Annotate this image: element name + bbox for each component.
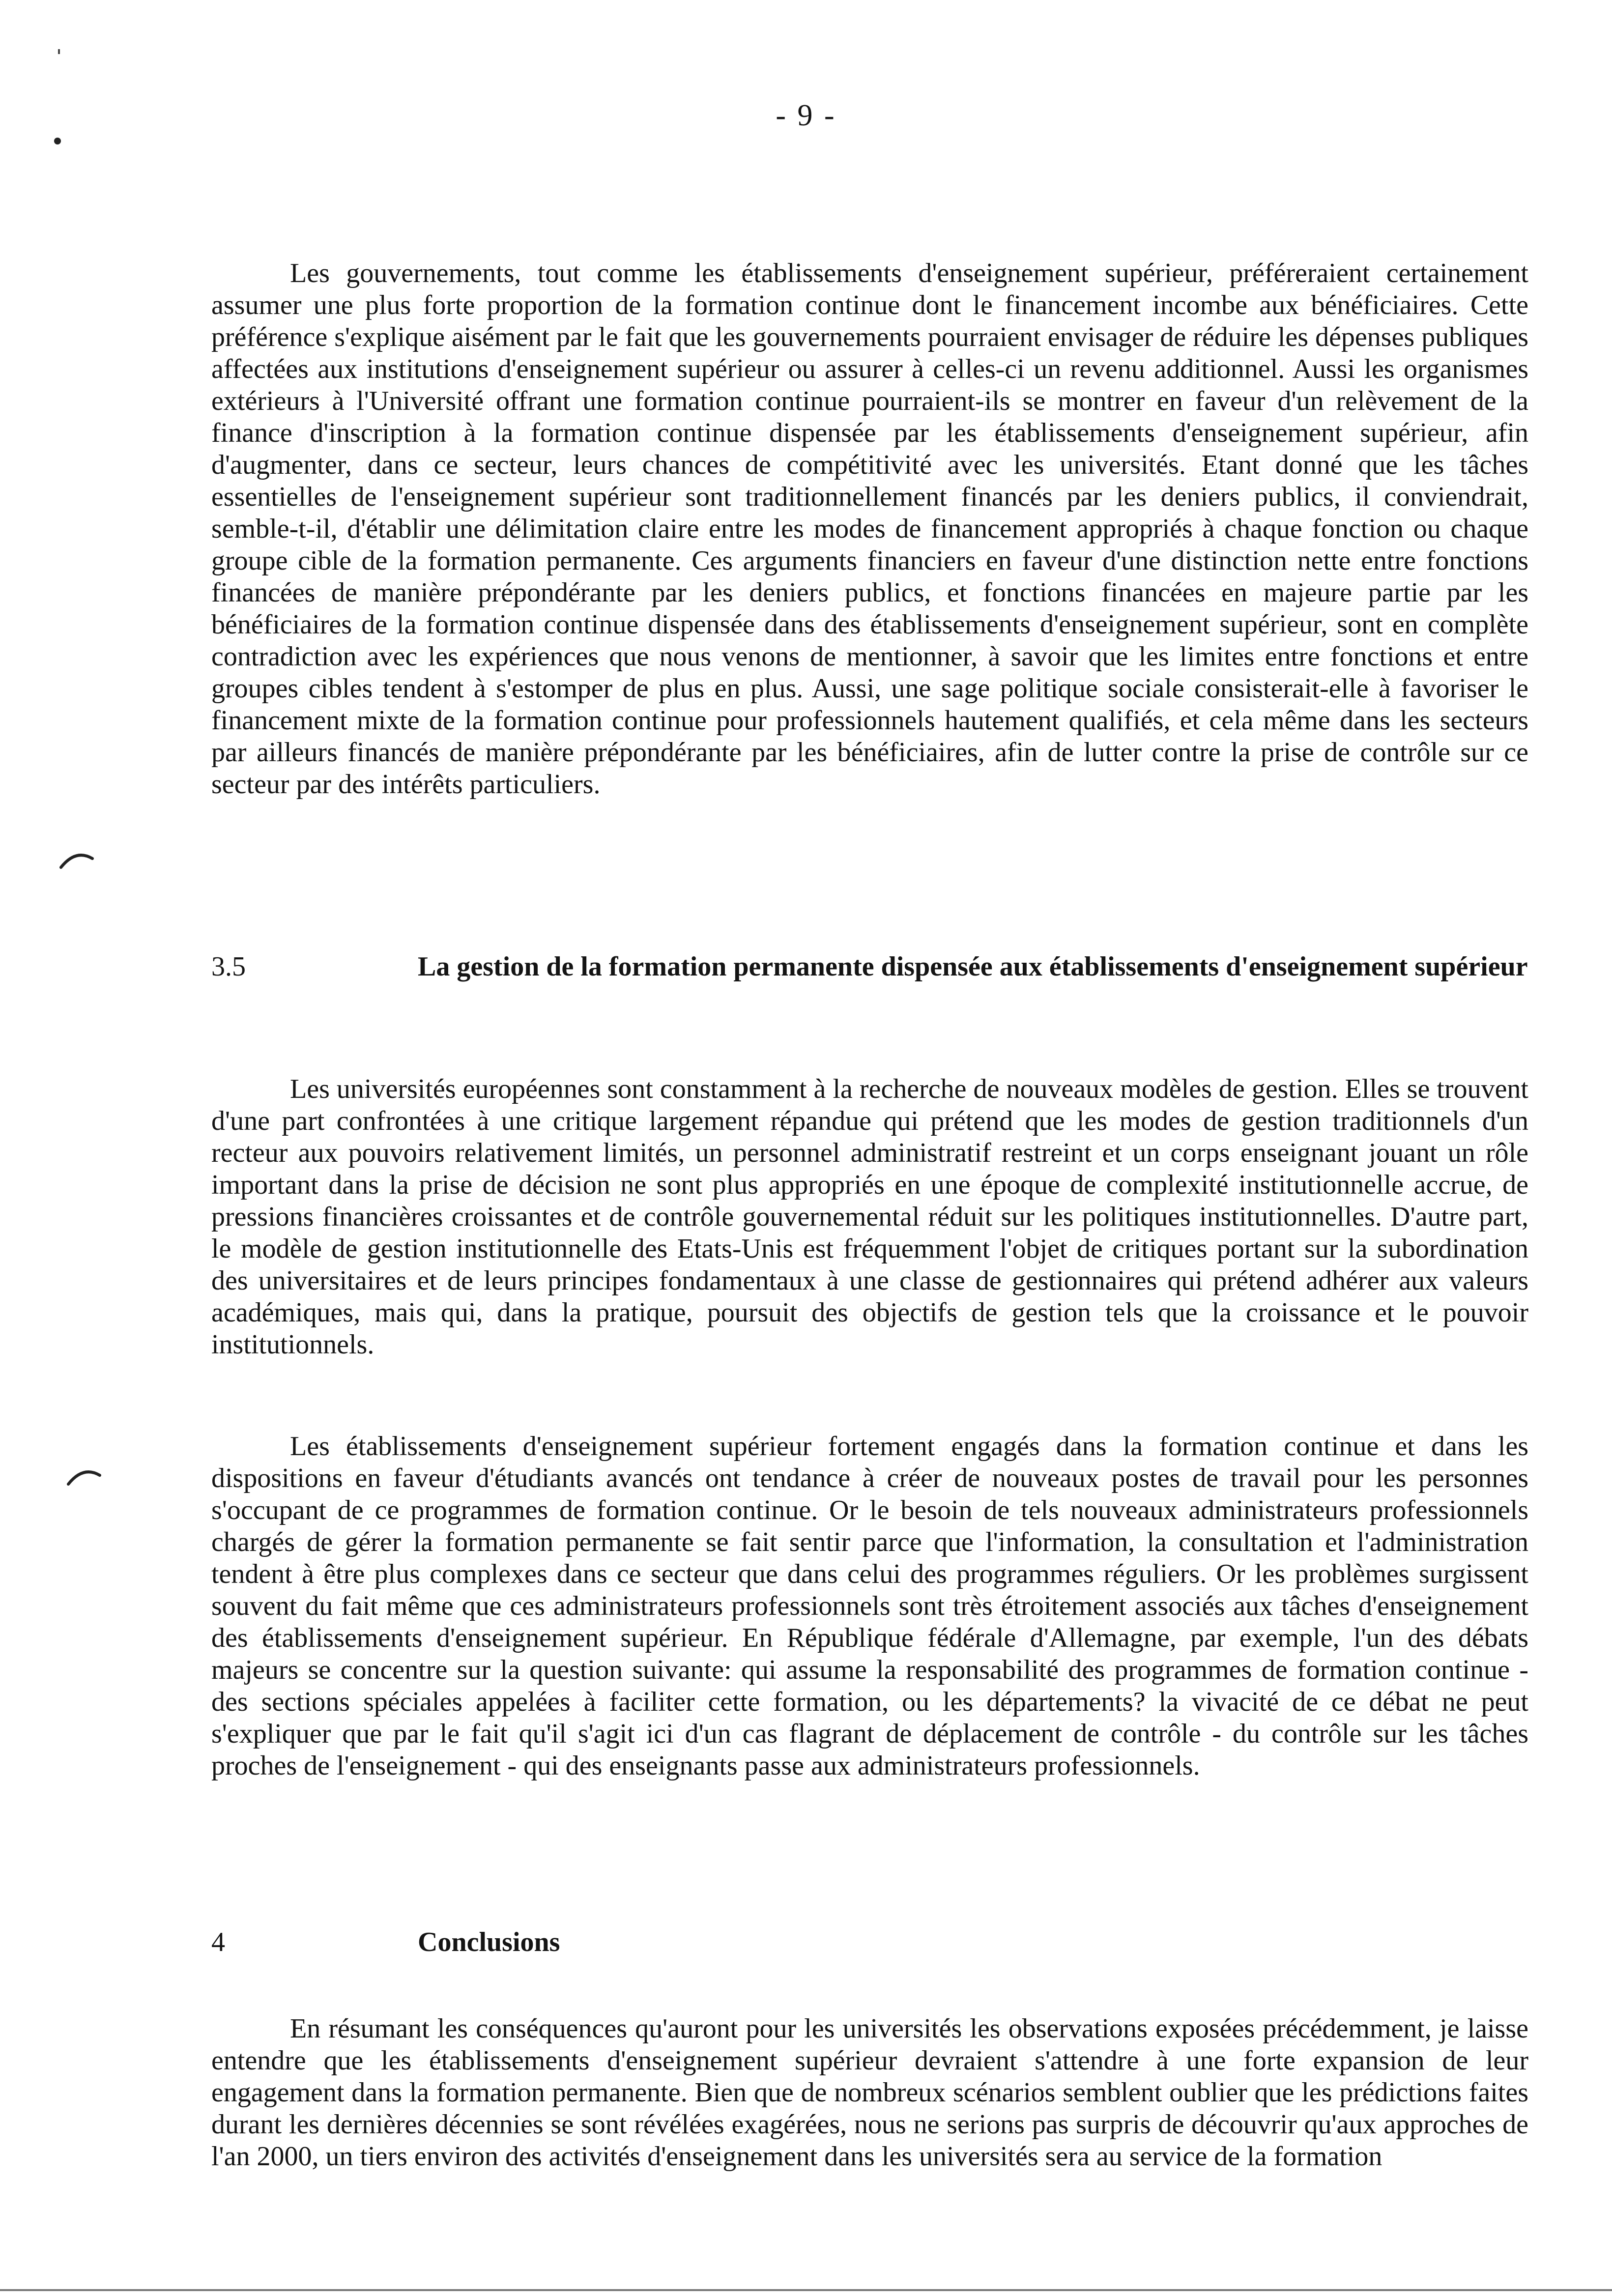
section-title: Conclusions (418, 1927, 560, 1957)
scan-dot (54, 138, 61, 144)
scan-bottom-edge (0, 2289, 1612, 2291)
paragraph-administrateurs: Les établissements d'enseignement supérieur fortement engagés dans la formation continue et dans les dispositions en faveur d'étudiants avancés ont tendance à créer de nouveaux postes de travail pour les personnes s'occupant de ce programmes de formation continue. Or le besoin de tels nouveaux administrateurs professionnels chargés de gérer la formation permanente se fait sentir parce que l'information, la consultation et l'administration tendent à être plus complexes dans ce secteur que dans celui des programmes réguliers. Or les problèmes surgissent souvent du fait même que ces administrateurs professionnels sont très étroitement associés aux tâches d'enseignement des établissements d'enseignement supérieur. En République fédérale d'Allemagne, par exemple, l'un des débats majeurs se concentre sur la question suivante: qui assume la responsabilité des programmes de formation continue - des sections spéciales appelées à faciliter cette formation, ou les départements? la vivacité de ce débat ne peut s'expliquer que par le fait qu'il s'agit ici d'un cas flagrant de déplacement de contrôle - du contrôle sur les tâches proches de l'enseignement - qui des enseignants passe aux administrateurs professionnels. (211, 1431, 1528, 1781)
section-number: 4 (211, 1927, 225, 1957)
margin-arc-mark (66, 1464, 102, 1494)
section-title: La gestion de la formation permanente dispensée aux établissements d'enseignement supérieur (418, 951, 1528, 982)
paragraph-gestion: Les universités européennes sont constamment à la recherche de nouveaux modèles de gestion. Elles se trouvent d'une part confrontées à une critique largement répandue qui prétend que les modes de gestion traditionnels d'un recteur aux pouvoirs relativement limités, un personnel administratif restreint et un corps enseignant jouant un rôle important dans la prise de décision ne sont plus appropriés en une époque de complexité institutionnelle accrue, de pressions financières croissantes et de contrôle gouvernemental réduit sur les politiques institutionnelles. D'autre part, le modèle de gestion institutionnelle des Etats-Unis est fréquemment l'objet de critiques portant sur la subordination des universitaires et de leurs principes fondamentaux à une classe de gestionnaires qui prétend adhérer aux valeurs académiques, mais qui, dans la pratique, poursuit des objectifs de gestion tels que la croissance et le pouvoir institutionnels. (211, 1074, 1528, 1360)
paragraph-financement: Les gouvernements, tout comme les établissements d'enseignement supérieur, préféreraient certainement assumer une plus forte proportion de la formation continue dont le financement incombe aux bénéficiaires. Cette préférence s'explique aisément par le fait que les gouvernements pourraient envisager de réduire les dépenses publiques affectées aux institutions d'enseignement supérieur ou assurer à celles-ci un revenu additionnel. Aussi les organismes extérieurs à l'Université offrant une formation continue pourraient-ils se montrer en faveur d'un relèvement de la finance d'inscription à la formation continue dispensée par les établissements d'enseignement supérieur, afin d'augmenter, dans ce secteur, leurs chances de compétitivité avec les universités. Etant donné que les tâches essentielles de l'enseignement supérieur sont traditionnellement financés par les deniers publics, il conviendrait, semble-t-il, d'établir une délimitation claire entre les modes de financement appropriés à chaque fonction ou chaque groupe cible de la formation permanente. Ces arguments financiers en faveur d'une distinction nette entre fonctions financées de manière prépondérante par les deniers publics, et fonctions financées en majeure partie par les bénéficiaires de la formation continue dispensée dans des établissements d'enseignement supérieur, sont en complète contradiction avec les expériences que nous venons de mentionner, à savoir que les limites entre fonctions et entre groupes cibles tendent à s'estomper de plus en plus. Aussi, une sage politique sociale consisterait-elle à favoriser le financement mixte de la formation continue pour professionnels hautement qualifiés, et cela même dans les secteurs par ailleurs financés de manière prépondérante par les bénéficiaires, afin de lutter contre la prise de contrôle sur ce secteur par des intérêts particuliers. (211, 258, 1528, 800)
paragraph-conclusions: En résumant les conséquences qu'auront pour les universités les observations exposées précédemment, je laisse entendre que les établissements d'enseignement supérieur devraient s'attendre à une forte expansion de leur engagement dans la formation permanente. Bien que de nombreux scénarios semblent oublier que les prédictions faites durant les dernières décennies se sont révélées exagérées, nous ne serions pas surpris de découvrir qu'aux approches de l'an 2000, un tiers environ des activités d'enseignement dans les universités sera au service de la formation (211, 2013, 1528, 2172)
page-number: - 9 - (776, 99, 836, 132)
section-number: 3.5 (211, 951, 246, 982)
section-heading-4 (211, 1926, 1528, 1958)
section-heading-3-5 (211, 951, 1528, 983)
scan-mark (58, 49, 60, 54)
margin-arc-mark (59, 848, 94, 877)
